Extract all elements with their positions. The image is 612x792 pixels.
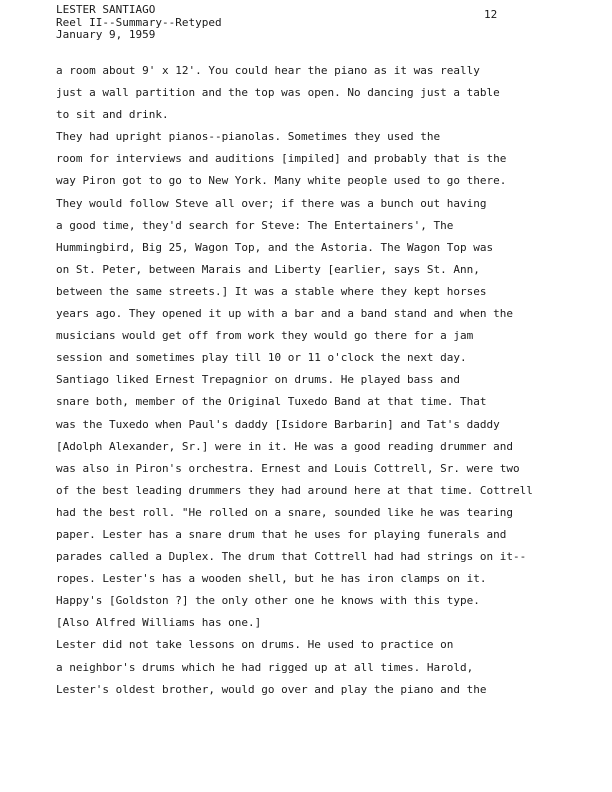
text-line: years ago. They opened it up with a bar and a band stand and when the (56, 307, 513, 321)
text-line: [Adolph Alexander, Sr.] were in it. He was a good reading drummer and (56, 439, 513, 453)
text-line: snare both, member of the Original Tuxedo Band at that time. That (56, 395, 487, 409)
text-line: to sit and drink. (56, 108, 169, 122)
text-line: on St. Peter, between Marais and Liberty [earlier, says St. Ann, (56, 262, 480, 276)
text-line: They had upright pianos--pianolas. Sometimes they used the (56, 130, 441, 144)
text-line: They would follow Steve all over; if there was a bunch out having (56, 196, 487, 210)
text-line: was the Tuxedo when Paul's daddy [Isidore Barbarin] and Tat's daddy (56, 417, 500, 431)
text-line: paper. Lester has a snare drum that he uses for playing funerals and (56, 527, 507, 541)
text-line: way Piron got to go to New York. Many white people used to go there. (56, 174, 507, 188)
text-line: of the best leading drummers they had around here at that time. Cottrell (56, 483, 533, 497)
text-line: Lester's oldest brother, would go over and play the piano and the (56, 682, 487, 696)
text-line: had the best roll. "He rolled on a snare, sounded like he was tearing (56, 505, 513, 519)
reel-label: Reel II--Summary--Retyped (56, 15, 222, 29)
text-line: a room about 9' x 12'. You could hear the piano as it was really (56, 64, 480, 77)
text-line: Lester did not take lessons on drums. He used to practice on (56, 638, 454, 652)
text-line: [Also Alfred Williams has one.] (56, 616, 262, 630)
text-line: musicians would get off from work they would go there for a jam (56, 329, 474, 343)
text-line: just a wall partition and the top was open. No dancing just a table (56, 86, 500, 100)
page-number: 12 (484, 8, 498, 21)
text-line: Happy's [Goldston ?] the only other one he knows with this type. (56, 594, 480, 608)
text-line: a good time, they'd search for Steve: The Entertainers', The (56, 218, 454, 232)
text-line: Santiago liked Ernest Trepagnior on drums. He played bass and (56, 373, 460, 387)
text-line: was also in Piron's orchestra. Ernest and Louis Cottrell, Sr. were two (56, 461, 520, 475)
text-line: between the same streets.] It was a stable where they kept horses (56, 284, 487, 298)
interview-date: January 9, 1959 (56, 28, 156, 41)
text-line: a neighbor's drums which he had rigged up at all times. Harold, (56, 660, 474, 674)
interviewee-name: LESTER SANTIAGO (56, 3, 156, 16)
text-line: session and sometimes play till 10 or 11 o'clock the next day. (56, 351, 467, 365)
text-line: parades called a Duplex. The drum that Cottrell had had strings on it-- (56, 550, 527, 564)
document-header (56, 4, 222, 42)
body-text (56, 60, 536, 701)
text-line: Hummingbird, Big 25, Wagon Top, and the Astoria. The Wagon Top was (56, 240, 494, 254)
text-line: room for interviews and auditions [impiled] and probably that is the (56, 152, 507, 166)
text-line: ropes. Lester's has a wooden shell, but he has iron clamps on it. (56, 572, 487, 586)
